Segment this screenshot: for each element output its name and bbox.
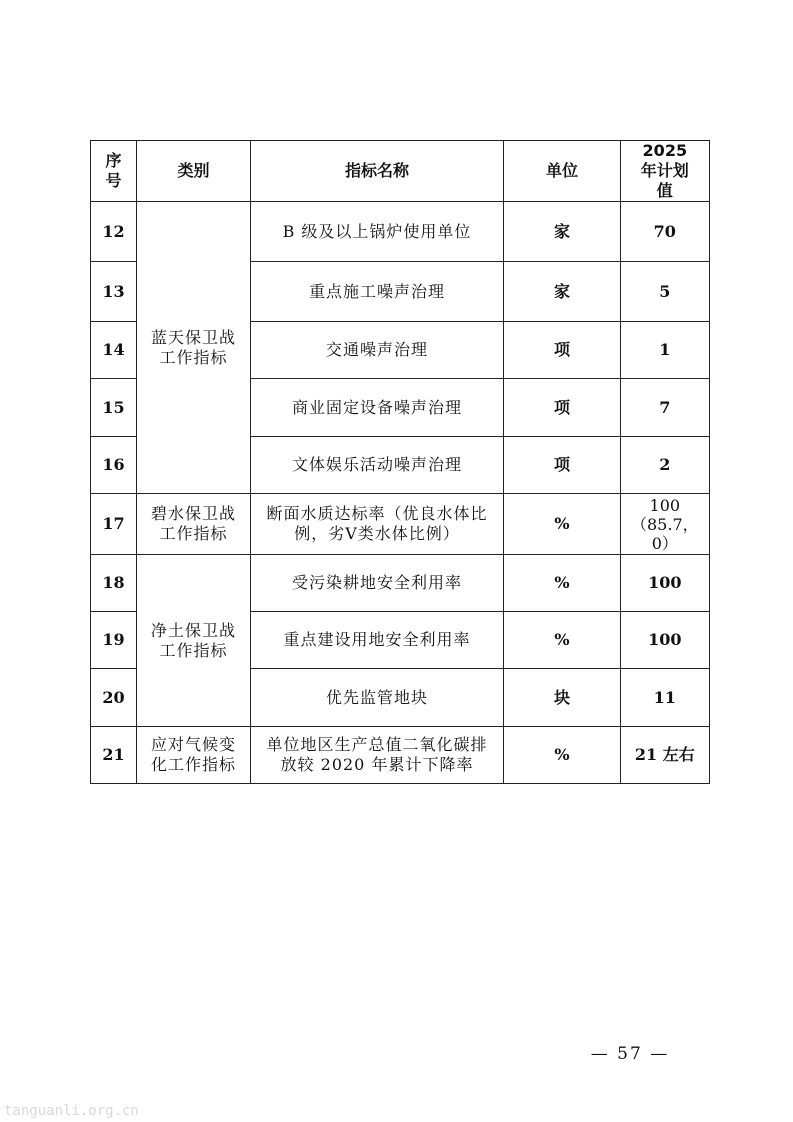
row-unit: % bbox=[504, 612, 621, 669]
row-seq: 21 bbox=[91, 727, 137, 784]
category-climate: 应对气候变化工作指标 bbox=[137, 727, 251, 784]
row-value: 1 bbox=[621, 322, 710, 379]
row-unit: 项 bbox=[504, 322, 621, 379]
row-value: 70 bbox=[621, 202, 710, 262]
row-unit: 家 bbox=[504, 202, 621, 262]
header-plan: 2025 年计划值 bbox=[621, 141, 710, 202]
table-row bbox=[91, 555, 710, 612]
row-indicator: B 级及以上锅炉使用单位 bbox=[251, 202, 504, 262]
row-seq: 17 bbox=[91, 494, 137, 555]
row-value: 21 左右 bbox=[621, 727, 710, 784]
category-blue-sky: 蓝天保卫战工作指标 bbox=[137, 202, 251, 494]
category-clean-soil: 净土保卫战工作指标 bbox=[137, 555, 251, 727]
row-unit: 家 bbox=[504, 262, 621, 322]
row-indicator: 单位地区生产总值二氧化碳排放较 2020 年累计下降率 bbox=[251, 727, 504, 784]
header-indicator: 指标名称 bbox=[251, 141, 504, 202]
row-indicator: 断面水质达标率（优良水体比例，劣Ⅴ类水体比例） bbox=[251, 494, 504, 555]
row-unit: 块 bbox=[504, 669, 621, 727]
row-unit: 项 bbox=[504, 379, 621, 437]
indicator-table bbox=[90, 140, 710, 784]
table-row bbox=[91, 202, 710, 262]
header-row bbox=[91, 141, 710, 202]
row-indicator: 文体娱乐活动噪声治理 bbox=[251, 437, 504, 494]
row-unit: 项 bbox=[504, 437, 621, 494]
row-value: 2 bbox=[621, 437, 710, 494]
row-unit: % bbox=[504, 494, 621, 555]
header-unit: 单位 bbox=[504, 141, 621, 202]
row-value: 5 bbox=[621, 262, 710, 322]
watermark-text: tanguanli.org.cn bbox=[4, 1103, 139, 1119]
row-value: 7 bbox=[621, 379, 710, 437]
row-seq: 13 bbox=[91, 262, 137, 322]
header-category: 类别 bbox=[137, 141, 251, 202]
row-seq: 16 bbox=[91, 437, 137, 494]
row-seq: 18 bbox=[91, 555, 137, 612]
page-number: — 57 — bbox=[590, 1044, 670, 1064]
row-indicator: 重点建设用地安全利用率 bbox=[251, 612, 504, 669]
row-seq: 15 bbox=[91, 379, 137, 437]
table-row bbox=[91, 727, 710, 784]
table-row bbox=[91, 494, 710, 555]
row-value: 11 bbox=[621, 669, 710, 727]
row-seq: 20 bbox=[91, 669, 137, 727]
row-indicator: 商业固定设备噪声治理 bbox=[251, 379, 504, 437]
row-seq: 19 bbox=[91, 612, 137, 669]
row-seq: 12 bbox=[91, 202, 137, 262]
row-value: 100 bbox=[621, 555, 710, 612]
row-indicator: 重点施工噪声治理 bbox=[251, 262, 504, 322]
row-unit: % bbox=[504, 555, 621, 612]
row-seq: 14 bbox=[91, 322, 137, 379]
header-seq: 序号 bbox=[91, 141, 137, 202]
row-indicator: 受污染耕地安全利用率 bbox=[251, 555, 504, 612]
row-indicator: 交通噪声治理 bbox=[251, 322, 504, 379]
category-clear-water: 碧水保卫战工作指标 bbox=[137, 494, 251, 555]
row-value: 100 bbox=[621, 612, 710, 669]
row-indicator: 优先监管地块 bbox=[251, 669, 504, 727]
row-value: 100（85.7，0） bbox=[621, 494, 710, 555]
row-unit: % bbox=[504, 727, 621, 784]
